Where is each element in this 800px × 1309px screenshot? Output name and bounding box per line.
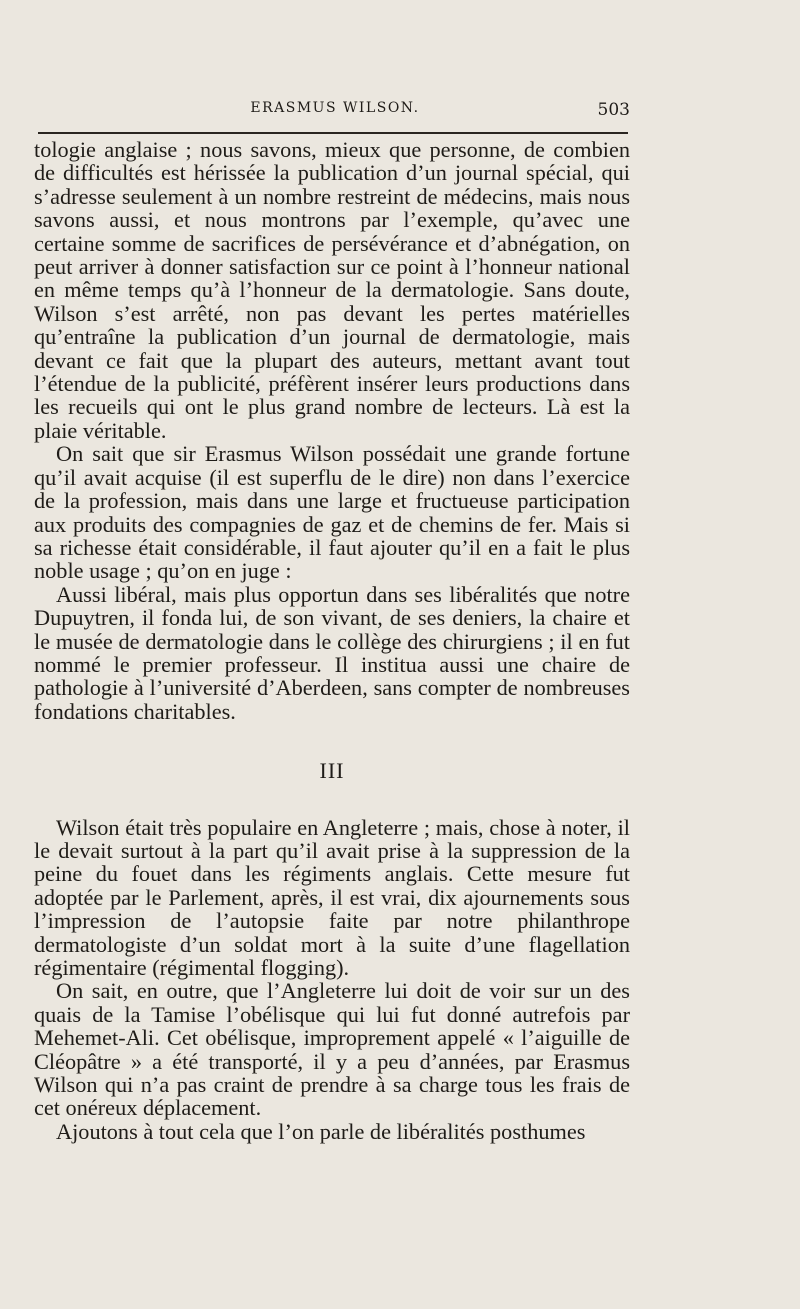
running-title: ERASMUS WILSON.	[250, 100, 420, 116]
paragraph-3: Aussi libéral, mais plus opportun dans ses libéralités que notre Dupuytren, il fonda lui, de son vivant, de ses deniers, la chaire et le musée de dermatologie dans le collège des chirurgiens ; il en fut nommé le premier professeur. Il institua aussi une chaire de pathologie à l’université d’Aberdeen, sans compter de nombreuses fondations charitables.	[34, 581, 630, 724]
page-number: 503	[597, 100, 630, 120]
running-head	[40, 100, 630, 124]
section-heading: III	[319, 758, 345, 784]
paragraph-6: Ajoutons à tout cela que l’on parle de libéralités posthumes	[56, 1118, 586, 1144]
body-text	[34, 138, 630, 1143]
paragraph-1: tologie anglaise ; nous savons, mieux que personne, de combien de difficultés est hérissée la publication d’un journal spécial, qui s’adresse seulement à un nombre restreint de médecins, mais nous savons aussi, et nous montrons par l’exemple, qu’avec une certaine somme de sacrifices de persévérance et d’abnégation, on peut arriver à donner satisfaction sur ce point à l’honneur national en même temps qu’à l’honneur de la dermatologie. Sans doute, Wilson s’est arrêté, non pas devant les pertes matérielles qu’entraîne la publication d’un journal de dermatologie, mais devant ce fait que la plupart des auteurs, mettant avant tout l’étendue de la publicité, préfèrent insérer leurs productions dans les recueils qui ont le plus grand nombre de lecteurs. Là est la plaie véritable.	[34, 137, 630, 443]
paragraph-4: Wilson était très populaire en Angleterre ; mais, chose à noter, il le devait surtout à la part qu’il avait prise à la suppression de la peine du fouet dans les régiments anglais. Cette mesure fut adoptée par le Parlement, après, il est vrai, dix ajournements sous l’impression de l’autopsie faite par notre philanthrope dermatologiste d’un soldat mort à la suite d’une flagellation régimentaire (régimental flogging).	[34, 814, 630, 980]
paragraph-5: On sait, en outre, que l’Angleterre lui doit de voir sur un des quais de la Tamise l’obélisque qui lui fut donné autrefois par Mehemet-Ali. Cet obélisque, improprement appelé « l’aiguille de Cléopâtre » a été transporté, il y a peu d’années, par Erasmus Wilson qui n’a pas craint de prendre à sa charge tous les frais de cet onéreux déplacement.	[34, 978, 630, 1121]
header-rule	[38, 132, 628, 134]
paragraph-2: On sait que sir Erasmus Wilson possédait une grande fortune qu’il avait acquise (il est superflu de le dire) non dans l’exercice de la profession, mais dans une large et fructueuse participation aux produits des compagnies de gaz et de chemins de fer. Mais si sa richesse était considérable, il faut ajouter qu’il en a fait le plus noble usage ; qu’on en juge :	[34, 441, 630, 584]
